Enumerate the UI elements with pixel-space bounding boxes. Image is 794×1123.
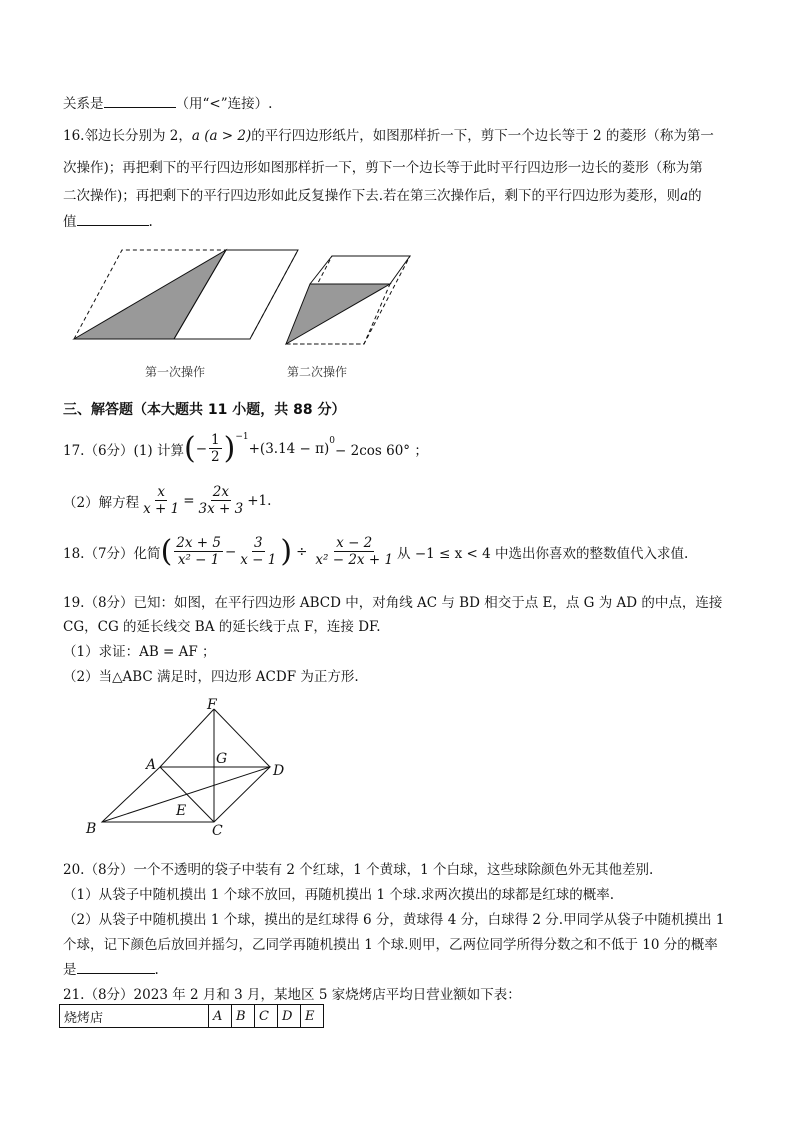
caption-second-operation: 第二次操作	[287, 365, 348, 379]
minus-sign: −	[224, 543, 237, 560]
q15-text: 关系是	[63, 96, 104, 112]
frac-den: 3x + 3	[198, 501, 244, 517]
label-d: D	[273, 763, 285, 779]
label-g: G	[216, 751, 228, 767]
q16-text: 16.邻边长分别为 2，	[63, 128, 192, 144]
q17-prefix: 17.（6分）(1) 计算	[63, 442, 184, 459]
label-b: B	[86, 821, 97, 837]
q18-prefix: 18.（7分）化简	[63, 545, 161, 562]
q17-term: − 2cos 60° ；	[335, 442, 428, 459]
paren-close: )	[223, 430, 236, 466]
paren-open: (	[160, 533, 173, 569]
exponent: 0	[329, 436, 336, 446]
answer-blank	[104, 93, 176, 108]
q16-line3	[63, 184, 702, 204]
q16-var: a	[680, 188, 689, 204]
frac-num: x	[157, 484, 165, 500]
frac-num: 2x	[212, 484, 229, 500]
q20-line4: 个球，记下颜色后放回并摇匀，乙同学再随机摸出 1 个球.则甲，乙两位同学所得分数之和不低于 10 分的概率	[63, 937, 718, 953]
q21-line1: 21.（8分）2023 年 2 月和 3 月，某地区 5 家烧烤店平均日营业额如下表：	[63, 987, 521, 1003]
shaded-triangle-2	[286, 284, 390, 344]
shaded-triangle-1	[74, 250, 226, 339]
section-heading: 三、解答题（本大题共 11 小题，共 88 分）	[63, 402, 346, 418]
q18-frac1	[174, 535, 223, 568]
q15-tail-line	[63, 92, 272, 112]
paren-close: )	[280, 533, 293, 569]
frac-num: 2x + 5	[176, 535, 221, 551]
q21-table	[59, 1004, 324, 1028]
q19-line1: 19.（8分）已知：如图，在平行四边形 ABCD 中，对角线 AC 与 BD 相交于点 E，点 G 为 AD 的中点，连接	[63, 595, 723, 611]
label-e: E	[176, 803, 187, 819]
q17-part1	[63, 432, 428, 465]
caption-first-operation: 第一次操作	[145, 365, 206, 379]
q20-text: 是	[63, 962, 77, 978]
q19-line2: CG，CG 的延长线交 BA 的延长线于点 F，连接 DF.	[63, 619, 381, 635]
frac-num: 1	[211, 432, 220, 448]
q19-figure	[80, 695, 300, 840]
q20-line5: 是 .	[63, 958, 159, 978]
answer-blank	[77, 211, 149, 226]
answer-blank	[77, 959, 155, 974]
q18	[63, 535, 688, 568]
q16-math: a (a > 2)	[191, 128, 252, 144]
table-header-cell: B	[232, 1005, 255, 1028]
paren-open: (	[183, 430, 196, 466]
q20-line1: 20.（8分）一个不透明的袋子中装有 2 个红球，1 个黄球，1 个白球，这些球除颜色外无其他差别.	[63, 862, 654, 878]
q17-part2-prefix: （2）解方程	[63, 494, 140, 511]
q16-text: 的平行四边形纸片，如图那样折一下，剪下一个边长等于 2 的菱形（称为第一	[251, 128, 714, 144]
table-header-cell: A	[209, 1005, 232, 1028]
q16-figure	[70, 246, 420, 346]
frac-den: 2	[211, 449, 220, 465]
q16-text: 的	[688, 188, 702, 204]
q17-term: +(3.14 − π)	[248, 440, 330, 457]
table-row	[60, 1005, 324, 1028]
exponent: −1	[235, 432, 249, 442]
top-strip-2	[310, 256, 410, 284]
rhs-fraction	[197, 484, 246, 517]
frac-den: x² − 1	[177, 552, 220, 568]
label-c: C	[212, 823, 223, 839]
q18-tail: 从 −1 ≤ x < 4 中选出你喜欢的整数值代入求值.	[397, 545, 689, 562]
lhs-fraction	[141, 484, 181, 517]
q17-part2	[63, 484, 271, 517]
frac-den: x + 1	[143, 501, 180, 517]
q19-line4: （2）当△ABC 满足时，四边形 ACDF 为正方形.	[63, 669, 359, 685]
table-header-cell: C	[255, 1005, 278, 1028]
table-header-cell: 烧烤店	[60, 1005, 209, 1028]
fraction-half	[209, 432, 222, 465]
q16-line1	[63, 124, 714, 144]
q15-text-after: （用“<”连接）.	[175, 96, 273, 112]
q16-text: 次操作)；再把剩下的平行四边形如图那样折一下，剪下一个边长等于此时平行四边形一边长的菱形（称为第	[63, 160, 703, 176]
equals-sign: =	[183, 492, 195, 509]
label-f: F	[207, 697, 217, 713]
frac-den: x − 1	[240, 552, 277, 568]
q17-tail: +1.	[247, 492, 272, 509]
table-header-cell: E	[301, 1005, 324, 1028]
frac-den: x² − 2x + 1	[315, 552, 394, 568]
divide-sign: ÷	[296, 543, 308, 560]
q19-line3: （1）求证：AB = AF ；	[63, 644, 216, 660]
q18-frac3	[313, 535, 395, 568]
q16-line4: 值 .	[63, 210, 153, 230]
q20-line3: （2）从袋子中随机摸出 1 个球，摸出的是红球得 6 分，黄球得 4 分，白球得 2 分.甲同学从袋子中随机摸出 1	[63, 912, 725, 928]
q16-text: 二次操作)；再把剩下的平行四边形如此反复操作下去.若在第三次操作后，剩下的平行四边形为菱形，则	[63, 188, 681, 204]
q16-text: 值	[63, 214, 77, 230]
minus-sign: −	[195, 440, 208, 457]
frac-num: 3	[254, 535, 263, 551]
label-a: A	[146, 757, 157, 773]
q18-frac2	[238, 535, 278, 568]
segment-af	[160, 709, 214, 767]
q16-line2	[63, 156, 703, 176]
frac-num: x − 2	[336, 535, 373, 551]
q20-line2: （1）从袋子中随机摸出 1 个球不放回，再随机摸出 1 个球.求两次摸出的球都是红球的概率.	[63, 887, 615, 903]
table-header-cell: D	[278, 1005, 301, 1028]
